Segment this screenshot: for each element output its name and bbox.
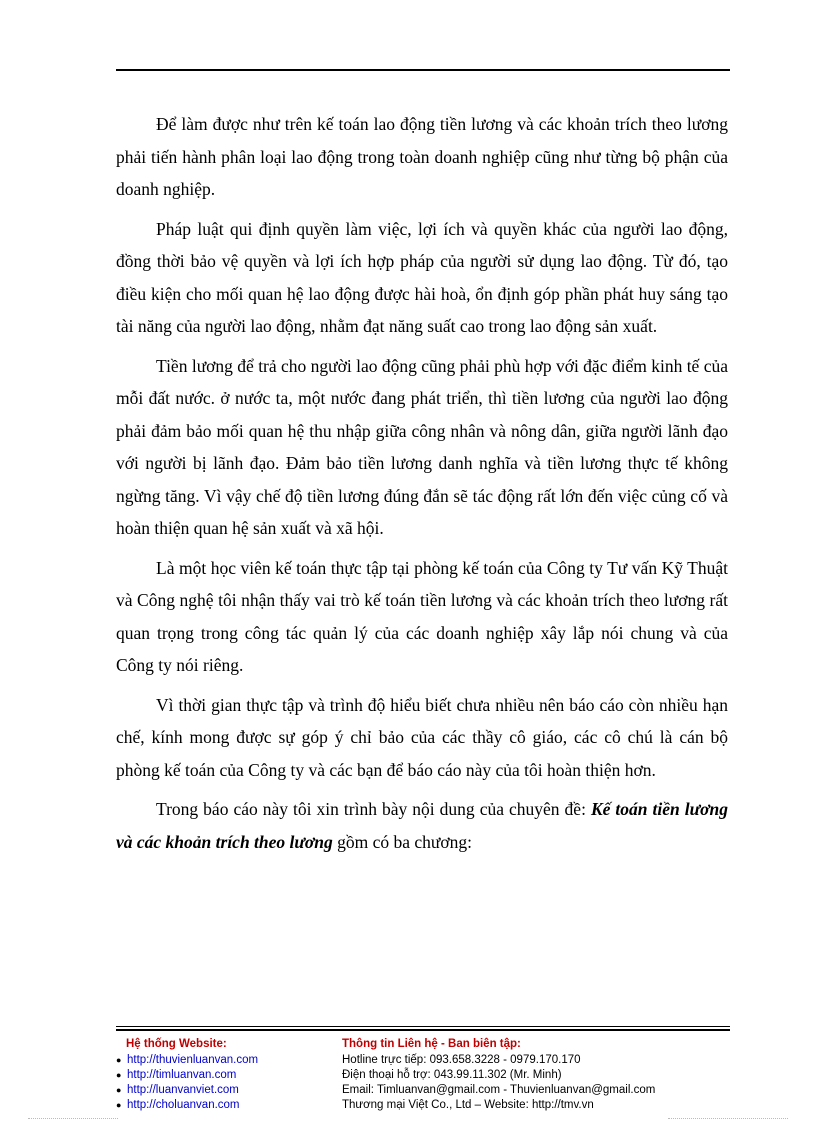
website-item[interactable] (116, 1098, 336, 1113)
header-rule (116, 69, 730, 71)
paragraph-4: Là một học viên kế toán thực tập tại phòng kế toán của Công ty Tư vấn Kỹ Thuật và Công nghệ tôi nhận thấy vai trò kế toán tiền lương và các khoản trích theo lương rất quan trọng trong công tác quản lý của các doanh nghiệp xây lắp nói chung và của Công ty nói riêng. (116, 557, 728, 675)
website-item[interactable] (116, 1053, 336, 1068)
website-link[interactable]: http://thuvienluanvan.com (127, 1054, 259, 1066)
contact-phone: Điện thoại hỗ trợ: 043.99.11.302 (Mr. Minh) (342, 1069, 562, 1081)
bullet-icon: ● (116, 1070, 122, 1080)
bottom-dotted-line-left (28, 1118, 118, 1119)
paragraph-6-outro: gồm có ba chương: (332, 831, 473, 852)
website-item[interactable] (116, 1068, 336, 1083)
paragraph-2: Pháp luật qui định quyền làm việc, lợi ích và quyền khác của người lao động, đồng thời bảo vệ quyền và lợi ích hợp pháp của người sử dụng lao động. Từ đó, tạo điều kiện cho mối quan hệ lao động được hài hoà, ổn định góp phần phát huy sáng tạo tài năng của người lao động, nhằm đạt năng suất cao trong lao động sản xuất. (116, 218, 728, 336)
bottom-dotted-line-right (668, 1118, 788, 1119)
contact-company: Thương mại Việt Co., Ltd – Website: http://tmv.vn (342, 1099, 594, 1111)
footer-rule (116, 1026, 730, 1031)
paragraph-6-intro: Trong báo cáo này tôi xin trình bày nội dung của chuyên đề: (156, 799, 591, 819)
contact-email: Email: Timluanvan@gmail.com - Thuvienluanvan@gmail.com (342, 1084, 656, 1096)
website-list-title: Hệ thống Website: (126, 1038, 227, 1050)
paragraph-3: Tiền lương để trả cho người lao động cũng phải phù hợp với đặc điểm kinh tế của mỗi đất nước. ở nước ta, một nước đang phát triển, thì tiền lương của người lao động phải đảm bảo mối quan hệ thu nhập giữa công nhân và nông dân, giữa người lãnh đạo với người bị lãnh đạo. Đảm bảo tiền lương danh nghĩa và tiền lương thực tế không ngừng tăng. Vì vậy chế độ tiền lương đúng đắn sẽ tác động rất lớn đến việc củng cố và hoàn thiện quan hệ sản xuất và xã hội. (116, 355, 728, 538)
website-item[interactable] (116, 1083, 336, 1098)
website-list (116, 1036, 336, 1113)
contact-title: Thông tin Liên hệ - Ban biên tập: (342, 1038, 521, 1050)
contact-hotline: Hotline trực tiếp: 093.658.3228 - 0979.170.170 (342, 1054, 581, 1066)
contact-info (342, 1036, 742, 1113)
paragraph-5: Vì thời gian thực tập và trình độ hiểu biết chưa nhiều nên báo cáo còn nhiều hạn chế, kính mong được sự góp ý chỉ bảo của các thầy cô giáo, các cô chú là cán bộ phòng kế toán của Công ty và các bạn để báo cáo này của tôi hoàn thiện hơn. (116, 694, 728, 780)
body-text (116, 108, 728, 865)
website-link[interactable]: http://choluanvan.com (127, 1099, 240, 1111)
bullet-icon: ● (116, 1100, 122, 1110)
topic-title: Kế toán tiền lương và các khoản trích theo lương (116, 799, 729, 852)
paragraph-1: Để làm được như trên kế toán lao động tiền lương và các khoản trích theo lương phải tiến hành phân loại lao động trong toàn doanh nghiệp cũng như từng bộ phận của doanh nghiệp. (116, 114, 728, 199)
paragraph-6 (116, 793, 728, 858)
website-link[interactable]: http://luanvanviet.com (127, 1084, 239, 1096)
website-link[interactable]: http://timluanvan.com (127, 1069, 237, 1081)
bullet-icon: ● (116, 1055, 122, 1065)
bullet-icon: ● (116, 1085, 122, 1095)
